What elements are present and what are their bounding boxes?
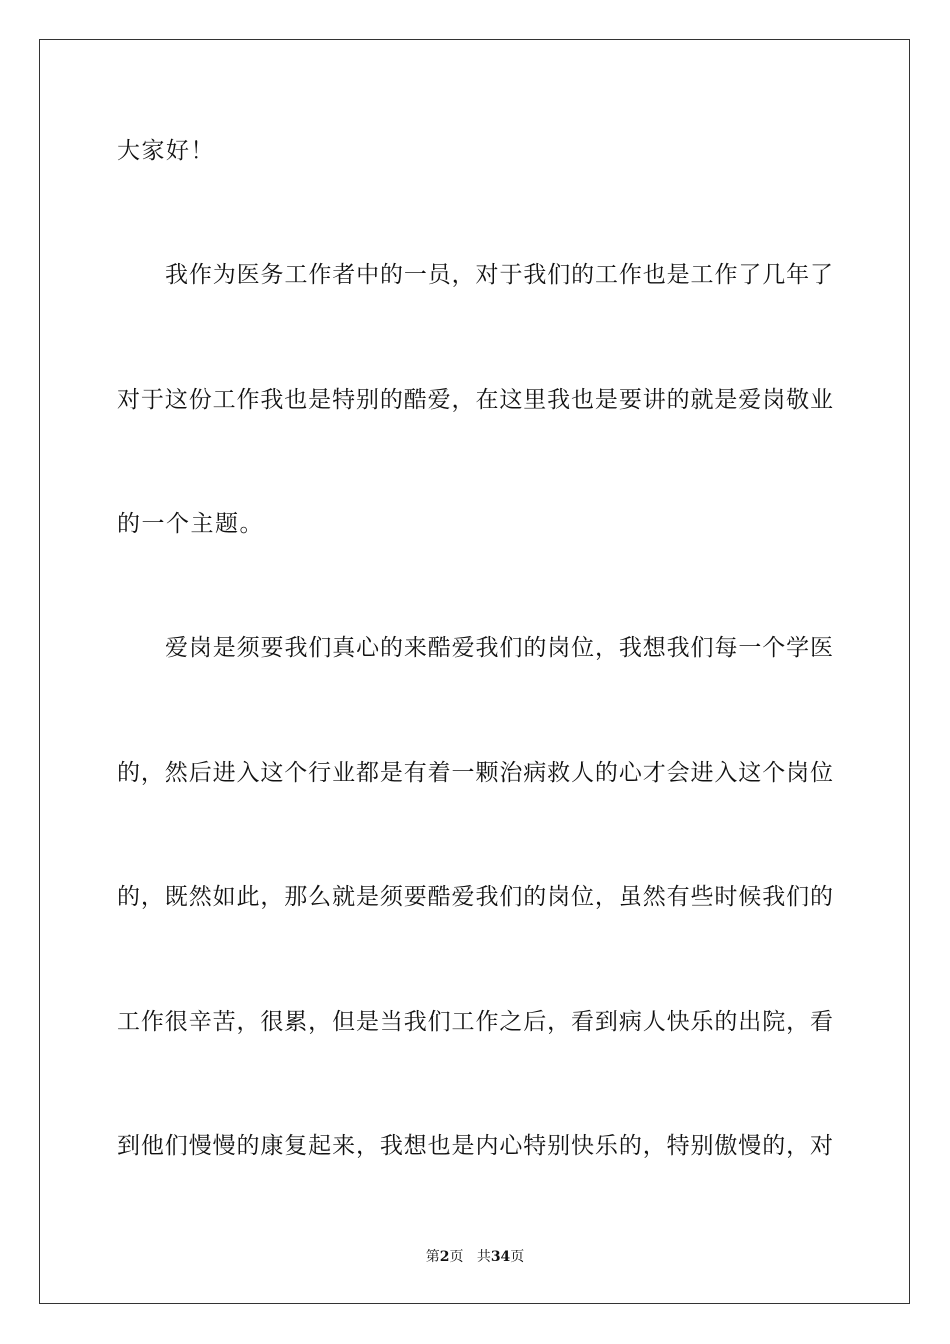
paragraph-line-3: 的一个主题。	[117, 511, 264, 537]
page-border	[39, 39, 910, 1304]
total-pages: 34	[490, 1249, 511, 1265]
page-footer	[0, 1248, 950, 1266]
greeting-line: 大家好！	[117, 138, 215, 164]
total-prefix: 共	[476, 1249, 491, 1265]
paragraph-line-8: 到他们慢慢的康复起来，我想也是内心特别快乐的，特别傲慢的，对	[117, 1133, 833, 1159]
paragraph-line-1: 我作为医务工作者中的一员，对于我们的工作也是工作了几年了	[165, 262, 833, 288]
page-prefix: 第	[425, 1249, 440, 1265]
paragraph-line-6: 的，既然如此，那么就是须要酷爱我们的岗位，虽然有些时候我们的	[117, 884, 833, 910]
paragraph-line-4: 爱岗是须要我们真心的来酷爱我们的岗位，我想我们每一个学医	[165, 635, 833, 661]
page-number: 2	[439, 1249, 450, 1265]
paragraph-line-2: 对于这份工作我也是特别的酷爱，在这里我也是要讲的就是爱岗敬业	[117, 387, 833, 413]
paragraph-line-7: 工作很辛苦，很累，但是当我们工作之后，看到病人快乐的出院，看	[117, 1009, 833, 1035]
total-suffix: 页	[510, 1249, 525, 1265]
page-suffix: 页	[449, 1249, 464, 1265]
paragraph-line-5: 的，然后进入这个行业都是有着一颗治病救人的心才会进入这个岗位	[117, 760, 833, 786]
